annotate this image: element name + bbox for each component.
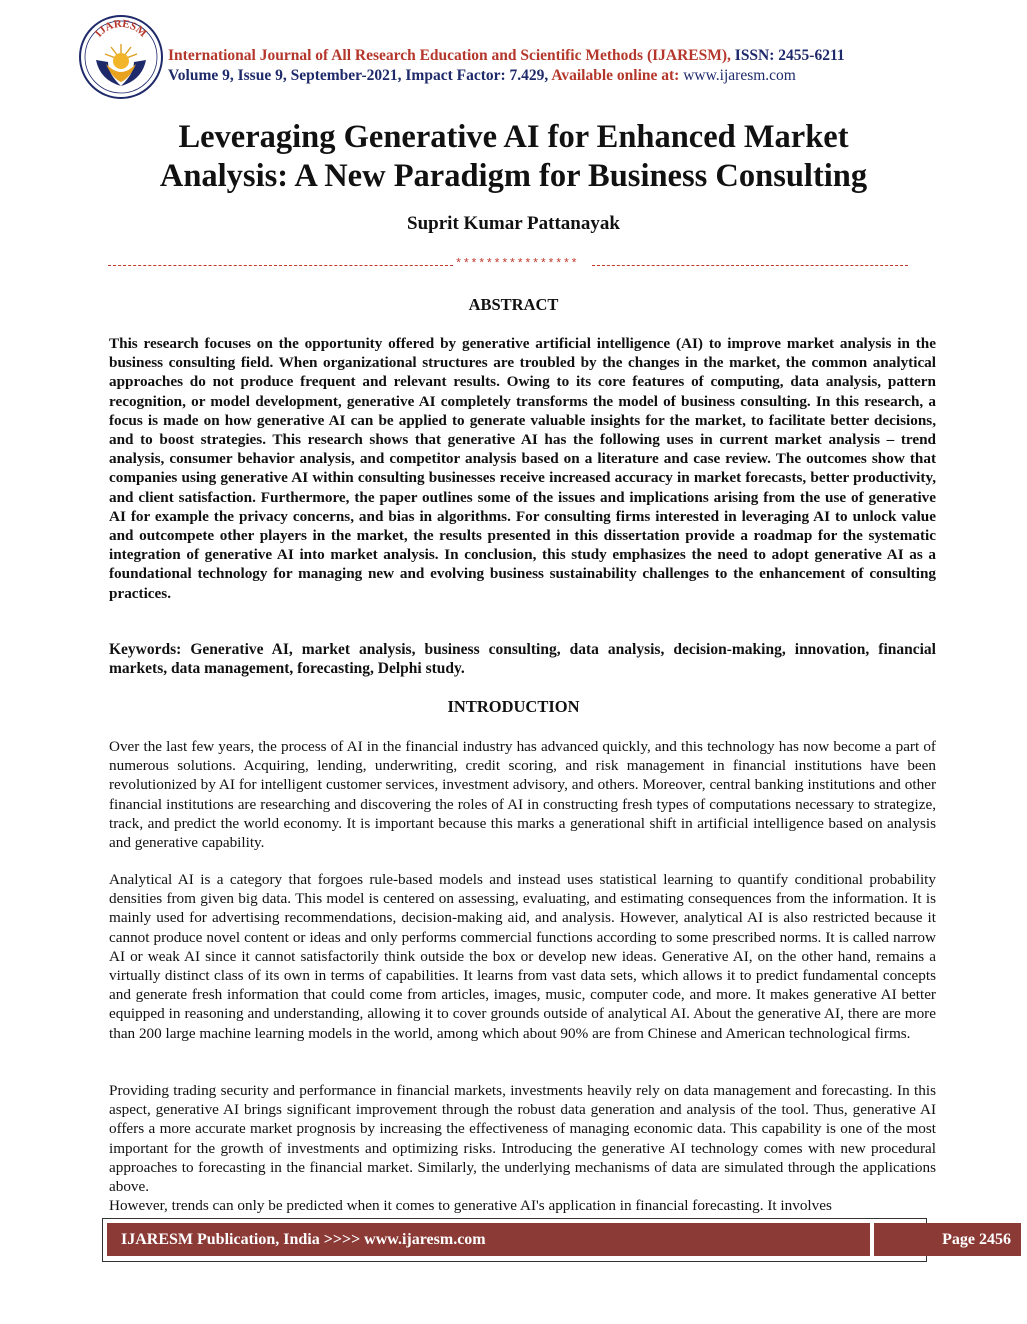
intro-paragraph-1: Over the last few years, the process of AI in the financial industry has advanced quickly, and this technology has now become a part of numerous solutions. Acquiring, lending, underwriting, credit scoring, and risk management in financial institutions have been revolutionized by AI for intelligent customer services, investment advisory, and others. Moreover, central banking institutions and other financial institutions are researching and discovering the roles of AI in constructing fresh types of computations necessary to strategize, track, and predict the world economy. It is important because this marks a generational shift in artificial intelligence based on analysis and generative capability. [109, 738, 936, 852]
paper-title-line-2: Analysis: A New Paradigm for Business Consulting [159, 158, 868, 194]
available-online-label: Available online at: [551, 67, 680, 84]
paper-title-line-1: Leveraging Generative AI for Enhanced Market [178, 119, 849, 155]
separator-dash-left [108, 265, 453, 266]
journal-issn: ISSN: 2455-6211 [734, 47, 845, 64]
intro-paragraph-4-text: However, trends can only be predicted when it comes to generative AI's application in financial forecasting. It involves [109, 1197, 832, 1215]
journal-url[interactable]: www.ijaresm.com [683, 67, 796, 84]
footer-publisher: IJARESM Publication, India >>>> www.ijaresm.com [107, 1223, 870, 1256]
paper-title [0, 118, 1027, 196]
introduction-heading: INTRODUCTION [447, 697, 580, 716]
keywords: Keywords: Generative AI, market analysis, business consulting, data analysis, decision-making, innovation, financial markets, data management, forecasting, Delphi study. [109, 641, 936, 678]
intro-paragraph-3 [109, 1081, 936, 1215]
intro-paragraph-2: Analytical AI is a category that forgoes rule-based models and instead uses statistical learning to quantify conditional probability densities from given big data. This model is centered on assessing, evaluating, and estimating consequences from the information. It is mainly used for advertising recommendations, decision-making aid, and analysis. However, analytical AI is also restricted because it cannot produce novel content or ideas and only performs commercial functions according to some prescribed norms. It is called narrow AI or weak AI since it cannot satisfactorily think outside the box or develop new ideas. Generative AI, on the other hand, remains a virtually distinct class of its own in terms of capabilities. It learns from vast data sets, which allows it to predict fundamental concepts and generate fresh information that could come from articles, images, music, computer code, and more. It makes generative AI better equipped in reasoning and understanding, allowing it to cover grounds outside of analytical AI. About the generative AI, there are more than 200 large machine learning models in the world, among which about 90% are from Chinese and American technological firms. [109, 871, 936, 1042]
footer-page-number: Page 2456 [874, 1223, 1021, 1256]
journal-volume: Volume 9, Issue 9, September-2021, Impact Factor: 7.429, [168, 67, 549, 84]
abstract-heading: ABSTRACT [468, 295, 559, 314]
separator-dash-right [592, 265, 908, 266]
paper-author: Suprit Kumar Pattanayak [407, 213, 620, 234]
title-separator [108, 257, 908, 272]
logo-text: IJARESM [92, 17, 149, 40]
separator-stars: **************** [455, 257, 579, 271]
abstract-text: This research focuses on the opportunity offered by generative artificial intelligence (AI) to improve market analysis in the business consulting field. When organizational structures are troubled by the changes in the market, the common analytical approaches do not produce frequent and relevant results. Owing to its core features of computing, data analysis, pattern recognition, or model development, generative AI completely transforms the model of business consulting. In this research, a focus is made on how generative AI can be applied to generate valuable insights for the market, to facilitate better decisions, and to boost strategies. This research shows that generative AI has the following uses in current market analysis – trend analysis, consumer behavior analysis, and competitor analysis based on a literature and case review. The outcomes show that companies using generative AI within consulting businesses receive increased accuracy in market forecasts, better productivity, and client satisfaction. Furthermore, the paper outlines some of the issues and implications arising from the use of generative AI for example the privacy concerns, and bias in algorithms. For consulting firms interested in leveraging AI to unlock value and outcompete other players in the market, the results presented in this dissertation provide a roadmap for the systematic integration of generative AI into market analysis. In conclusion, this study emphasizes the need to adopt generative AI as a foundational technology for managing new and evolving business sustainability challenges to the enhancement of consulting practices. [109, 335, 936, 602]
journal-name: International Journal of All Research Education and Scientific Methods (IJARESM), [168, 47, 731, 64]
journal-logo [78, 14, 164, 100]
journal-header [168, 46, 845, 86]
page-footer [102, 1218, 1011, 1262]
intro-paragraph-3-text: Providing trading security and performance in financial markets, investments heavily rely on data management and forecasting. In this aspect, generative AI brings significant improvement through the robust data generation and analysis of the tool. Thus, generative AI offers a more accurate market prognosis by increasing the effectiveness of managing economic data. This capability is one of the most important for the growth of investments and optimizing risks. Introducing the generative AI technology comes with new procedural approaches to forecasting in the financial market. Similarly, the underlying mechanisms of data are simulated through the applications above. [109, 1082, 936, 1196]
